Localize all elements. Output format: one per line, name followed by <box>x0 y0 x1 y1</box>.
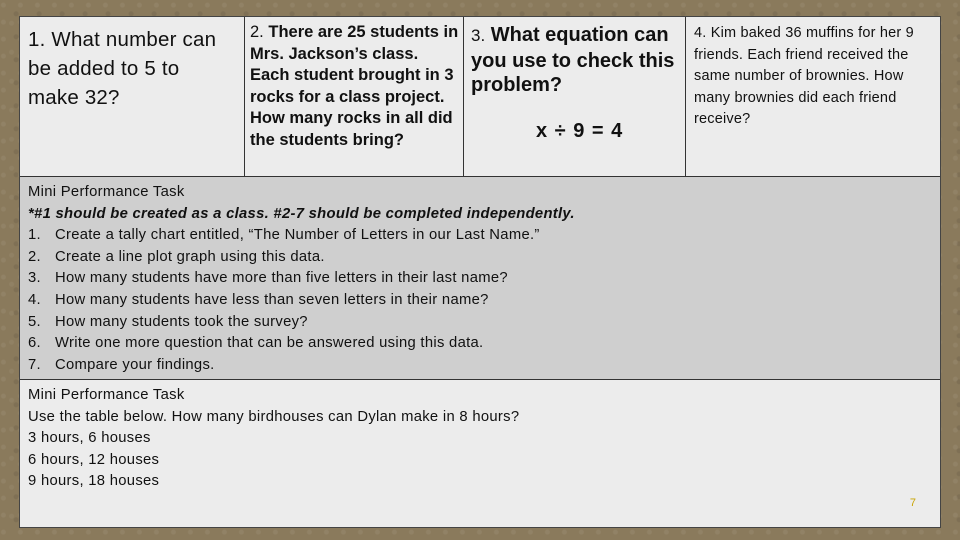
list-item-text: Write one more question that can be answered using this data. <box>55 335 484 352</box>
list-item <box>28 333 940 355</box>
slide <box>19 16 941 528</box>
table-row: 6 hours, 12 houses <box>28 451 160 468</box>
list-item-text: Compare your findings. <box>55 356 215 373</box>
task-2-title: Mini Performance Task <box>28 387 185 403</box>
question-4-text: 4. Kim baked 36 muffins for her 9 friends. Each friend received the same number of brownies. How many brownies did each friend receive? <box>694 25 914 127</box>
list-item-number: 2. <box>28 248 41 265</box>
list-item-number: 1. <box>28 227 41 244</box>
list-item-number: 6. <box>28 335 41 352</box>
equation: x ÷ 9 = 4 <box>536 120 624 142</box>
question-3-text: What equation can you use to check this problem? <box>471 24 675 96</box>
task-2-prompt: Use the table below. How many birdhouses can Dylan make in 8 hours? <box>28 408 520 425</box>
page-number: 7 <box>909 497 916 509</box>
list-item-number: 5. <box>28 313 41 330</box>
list-item-text: How many students took the survey? <box>55 313 308 330</box>
question-4 <box>686 17 940 176</box>
performance-task-1 <box>20 177 940 379</box>
list-item-text: Create a tally chart entitled, “The Number of Letters in our Last Name.” <box>55 227 540 244</box>
list-item <box>28 290 940 312</box>
list-item-text: Create a line plot graph using this data. <box>55 248 325 265</box>
task-1-note: *#1 should be created as a class. #2-7 should be completed independently. <box>28 205 575 222</box>
question-1-text: 1. What number can be added to 5 to make 32? <box>28 28 217 109</box>
list-item <box>28 268 940 290</box>
task-1-title: Mini Performance Task <box>28 184 185 200</box>
list-item-text: How many students have less than seven letters in their name? <box>55 291 489 308</box>
list-item <box>28 225 940 247</box>
question-2-text: There are 25 students in Mrs. Jackson’s class. Each student brought in 3 rocks for a class project. How many rocks in all did the students bring? <box>250 23 459 149</box>
list-item-text: How many students have more than five letters in their last name? <box>55 270 508 287</box>
list-item <box>28 355 940 377</box>
question-2-number: 2. <box>250 23 264 41</box>
list-item-number: 3. <box>28 270 41 287</box>
table-row: 3 hours, 6 houses <box>28 430 151 447</box>
list-item-number: 4. <box>28 291 41 308</box>
list-item <box>28 312 940 334</box>
question-3 <box>464 17 685 176</box>
task-1-list <box>28 225 940 376</box>
question-3-number: 3. <box>471 26 486 45</box>
list-item <box>28 247 940 269</box>
question-1 <box>20 17 244 176</box>
list-item-number: 7. <box>28 356 41 373</box>
performance-task-2 <box>20 380 940 527</box>
table-row: 9 hours, 18 houses <box>28 473 160 490</box>
question-2 <box>245 17 463 176</box>
